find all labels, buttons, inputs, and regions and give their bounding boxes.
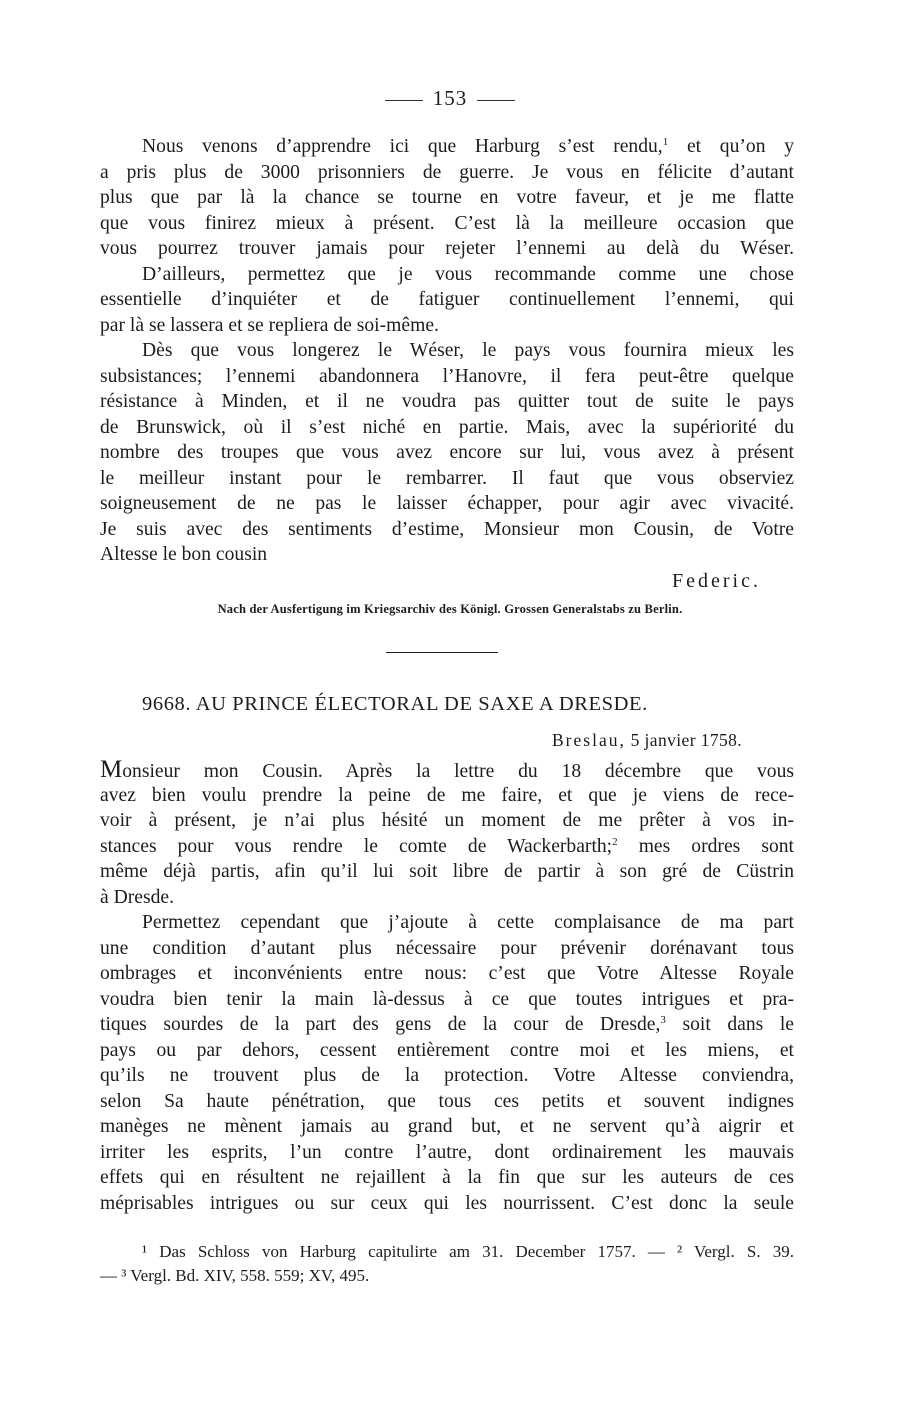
letter-title: 9668. AU PRINCE ÉLECTORAL DE SAXE A DRESDE. <box>142 693 648 715</box>
text-line: ombrages et inconvénients entre nous: c’est que Votre Altesse Royale <box>100 963 794 984</box>
text-line: stances pour vous rendre le comte de Wackerbarth;$^2$ mes ordres sont <box>100 835 794 857</box>
signature: Federic. <box>672 570 761 592</box>
section-divider <box>386 652 498 653</box>
text-line: nombre des troupes que vous avez encore sur lui, vous avez à présent <box>100 442 794 463</box>
text-line: Je suis avec des sentiments d’estime, Monsieur mon Cousin, de Votre <box>100 518 794 540</box>
text-line: effets qui en résultent ne rejaillent à la fin que sur les auteurs de ces <box>100 1167 794 1188</box>
text-line: Monsieur mon Cousin. Après la lettre du 18 décembre que vous <box>100 756 794 783</box>
footnote-marker: 1 <box>662 136 669 148</box>
text-line: avez bien voulu prendre la peine de me faire, et que je viens de rece- <box>100 784 794 806</box>
text-line: soigneusement de ne pas le laisser échapper, pour agir avec vivacité. <box>100 493 794 514</box>
text-line: qu’ils ne trouvent plus de la protection. Votre Altesse conviendra, <box>100 1065 794 1086</box>
dateline <box>552 728 742 752</box>
text-line: méprisables intrigues ou sur ceux qui les nourrissent. C’est donc la seule <box>100 1192 794 1214</box>
text-line: essentielle d’inquiéter et de fatiguer continuellement l’ennemi, qui <box>100 289 794 310</box>
footnote-marker: 3 <box>660 1014 666 1026</box>
header-dash-left <box>385 100 423 101</box>
text-line: Dès que vous longerez le Wéser, le pays vous fournira mieux les <box>142 340 794 361</box>
text-line: irriter les esprits, l’un contre l’autre, dont ordinairement les mauvais <box>100 1141 794 1163</box>
text-line: vous pourrez trouver jamais pour rejeter l’ennemi au delà du Wéser. <box>100 238 794 259</box>
footnote-line: ¹ Das Schloss von Harburg capitulirte am 31. December 1757. — ² Vergl. S. 39. <box>142 1242 794 1261</box>
text-line: pays ou par dehors, cessent entièrement contre moi et les miens, et <box>100 1039 794 1061</box>
footnote-line: — ³ Vergl. Bd. XIV, 558. 559; XV, 495. <box>100 1266 370 1285</box>
text-line: par là se lassera et se repliera de soi-même. <box>100 314 439 336</box>
initial-letter: M <box>100 756 123 783</box>
text-line: une condition d’autant plus nécessaire pour prévenir dorénavant tous <box>100 937 794 959</box>
text-line: Altesse le bon cousin <box>100 544 268 565</box>
header-dash-right <box>477 100 515 101</box>
text-line: D’ailleurs, permettez que je vous recommande comme une chose <box>142 263 794 285</box>
text-line: de Brunswick, où il s’est niché en partie. Mais, avec la supériorité du <box>100 416 794 438</box>
text-line: voudra bien tenir la main là-dessus à ce que toutes intrigues et pra- <box>100 988 794 1010</box>
text-line: voir à présent, je n’ai plus hésité un moment de me prêter à vos in- <box>100 810 794 831</box>
text-line: manèges ne mènent jamais au grand but, et ne servent qu’à aigrir et <box>100 1116 794 1137</box>
text-line: à Dresde. <box>100 886 174 908</box>
dateline-place: Breslau, <box>552 730 626 750</box>
page-header <box>0 86 900 111</box>
text-line: résistance à Minden, et il ne voudra pas quitter tout de suite le pays <box>100 391 794 412</box>
text-line: que vous finirez mieux à présent. C’est là la meilleure occasion que <box>100 212 794 234</box>
page-number: 153 <box>432 86 468 110</box>
dateline-date: 5 janvier 1758. <box>630 730 743 750</box>
text-line: tiques sourdes de la part des gens de la cour de Dresde,$^3$ soit dans le <box>100 1014 794 1035</box>
text-line: le meilleur instant pour le rembarrer. Il faut que vous observiez <box>100 467 794 489</box>
text-line: même déjà partis, afin qu’il lui soit libre de partir à son gré de Cüstrin <box>100 861 794 882</box>
text-line: selon Sa haute pénétration, que tous ces petits et souvent indignes <box>100 1090 794 1112</box>
text-line: plus que par là la chance se tourne en votre faveur, et je me flatte <box>100 187 794 208</box>
text-line: subsistances; l’ennemi abandonnera l’Hanovre, il fera peut-être quelque <box>100 365 794 387</box>
text-line: a pris plus de 3000 prisonniers de guerre. Je vous en félicite d’autant <box>100 161 794 183</box>
footnote-marker: 2 <box>612 835 618 848</box>
source-note: Nach der Ausfertigung im Kriegsarchiv des Königl. Grossen Generalstabs zu Berlin. <box>217 602 683 616</box>
text-line: Nous venons d’apprendre ici que Harburg s’est rendu,$^1$ et qu’on y <box>142 136 794 157</box>
text-line: Permettez cependant que j’ajoute à cette complaisance de ma part <box>142 912 794 933</box>
